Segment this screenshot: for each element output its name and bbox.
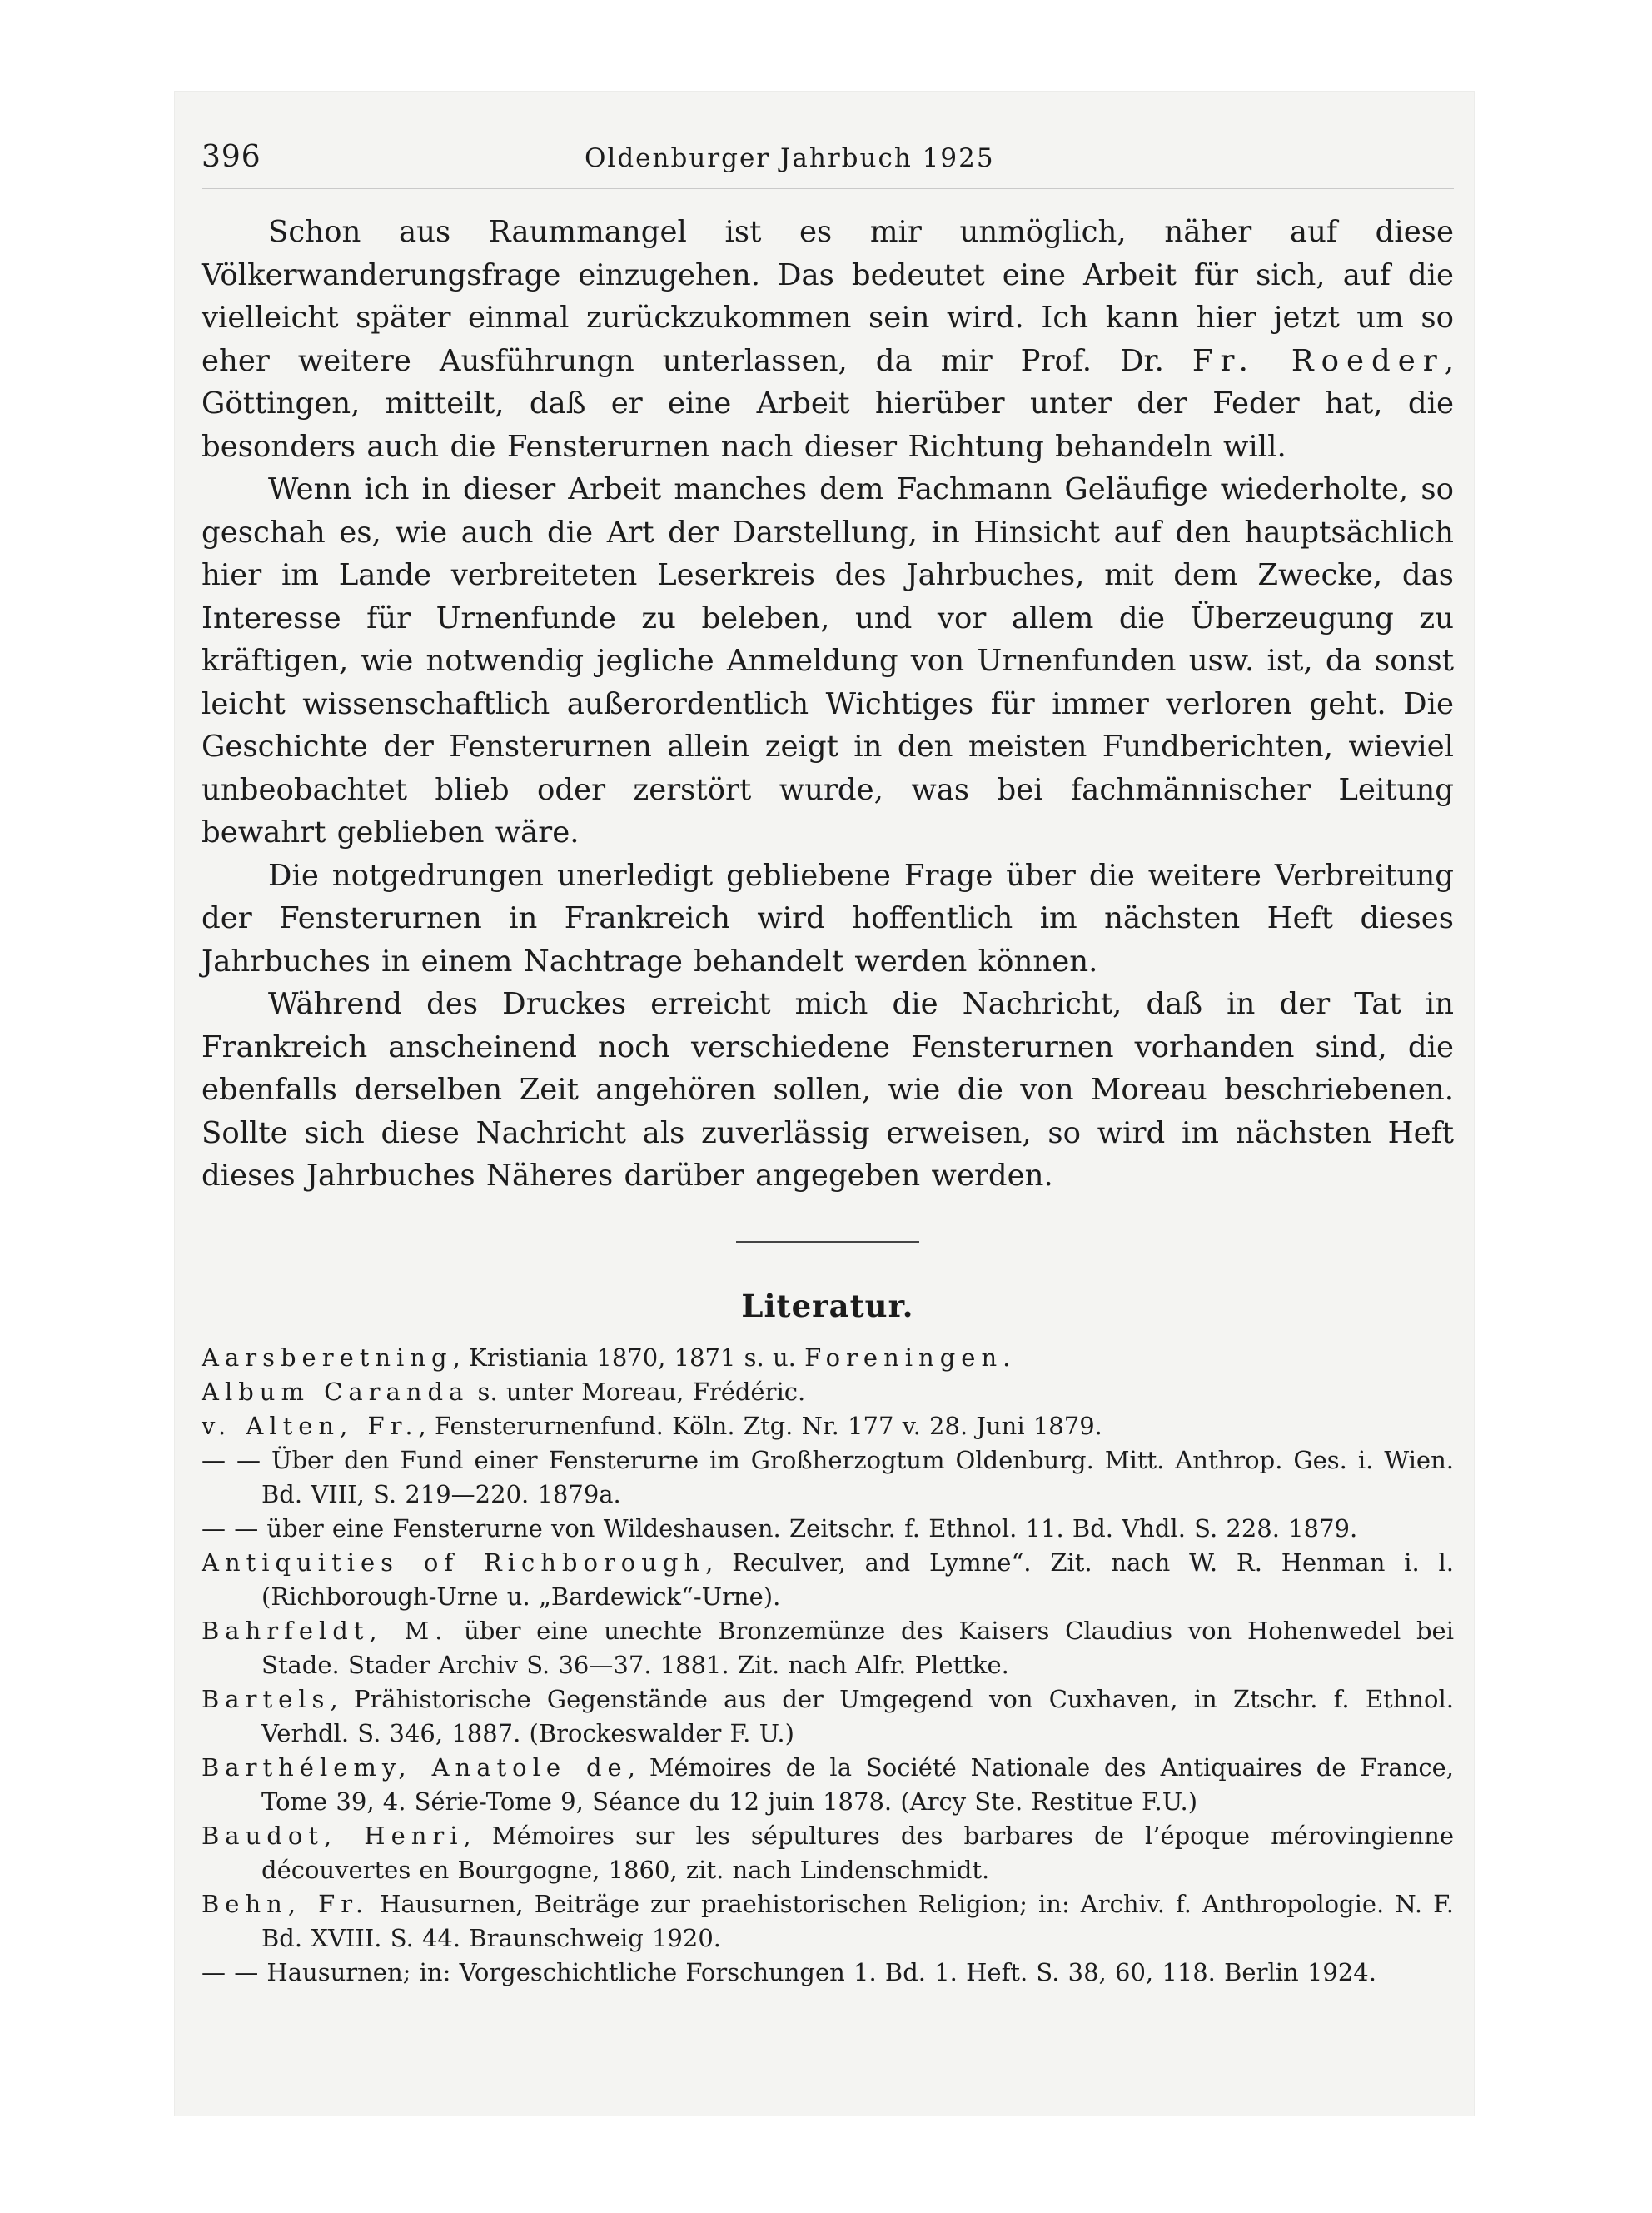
reference-item [202,1546,1454,1614]
reference-item [202,1682,1454,1751]
reference-author: Baudot, Henri [202,1821,464,1850]
literature-heading: Literatur. [741,1287,914,1324]
reference-text: über eine unechte Bronzemünze des Kaisers Claudius von Hohenwedel bei Stade. Stader Archiv S. 36—37. 1881. Zit. nach Alfr. Plettke. [261,1616,1454,1679]
reference-author: Bartels [202,1684,331,1713]
scanned-page [175,92,1474,2116]
body-text [202,211,1454,1198]
running-title: Oldenburger Jahrbuch 1925 [585,143,995,173]
paragraph-3: Die notgedrungen unerledigt gebliebene Frage über die weitere Verbreitung der Fensterurnen in Frankreich wird hoffentlich im nächsten Heft dieses Jahrbuches in einem Nachtrage behandelt werden können. [202,858,1454,979]
reference-author: Album Caranda [202,1377,470,1406]
reference-item [202,1512,1454,1546]
reference-author: Aarsberetning [202,1343,453,1372]
reference-item [202,1956,1454,1990]
reference-tail: . [1003,1343,1011,1372]
reference-author: — — [202,1513,259,1543]
reference-text: , Mémoires sur les sépultures des barbares de l’époque mérovingienne découvertes en Bourgogne, 1860, zit. nach Lindenschmidt. [261,1821,1454,1884]
page-header [202,140,1454,189]
reference-item [202,1409,1454,1443]
paragraph-1-name: Fr. Roeder [1192,343,1445,378]
reference-item [202,1614,1454,1682]
reference-item [202,1341,1454,1375]
reference-item [202,1751,1454,1819]
reference-text: Über den Fund einer Fensterurne im Großherzogtum Oldenburg. Mitt. Anthrop. Ges. i. Wien. Bd. VIII, S. 219—220. 1879a. [261,1445,1454,1508]
reference-text: Hausurnen, Beiträge zur praehistorischen Religion; in: Archiv. f. Anthropologie. N. F. Bd. XVIII. S. 44. Braunschweig 1920. [261,1889,1454,1952]
reference-text: , Kristiania 1870, 1871 s. u. [452,1343,805,1372]
reference-item [202,1819,1454,1887]
reference-text: , Fensterurnenfund. Köln. Ztg. Nr. 177 v. 28. Juni 1879. [418,1411,1102,1440]
page-content [202,140,1454,1990]
page-number: 396 [202,140,261,174]
reference-author: v. Alten, Fr. [202,1411,419,1440]
reference-text: , Reculver, and Lymne“. Zit. nach W. R. Henman i. l. (Richborough-Urne u. „Bardewick“-Urne). [261,1548,1454,1611]
reference-author: — — [202,1957,259,1986]
section-divider [736,1241,919,1243]
paragraph-4: Während des Druckes erreicht mich die Nachricht, daß in der Tat in Frankreich anscheinend noch verschiedene Fensterurnen vorhanden sind, die ebenfalls derselben Zeit angehören sollen, wie die von Moreau beschriebenen. Sollte sich diese Nachricht als zuverlässig erweisen, so wird im nächsten Heft dieses Jahrbuches Näheres darüber angegeben werden. [202,987,1454,1193]
reference-text: , Mémoires de la Société Nationale des Antiquaires de France, Tome 39, 4. Série-Tome 9, Séance du 12 juin 1878. (Arcy Ste. Restitue F.U.) [261,1752,1454,1816]
reference-author: Barthélemy, Anatole de [202,1752,628,1782]
reference-author: Antiquities of Richborough [202,1548,706,1577]
reference-list [202,1341,1454,1990]
reference-text: , Prähistorische Gegenstände aus der Umgegend von Cuxhaven, in Ztschr. f. Ethnol. Verhdl. S. 346, 1887. (Brockeswalder F. U.) [261,1684,1454,1747]
reference-extra: Foreningen [804,1343,1003,1372]
reference-item [202,1443,1454,1512]
reference-item [202,1375,1454,1409]
reference-author: — — [202,1445,261,1474]
reference-item [202,1887,1454,1956]
paragraph-1-part-b: , Göttingen, mitteilt, daß er eine Arbeit hierüber unter der Feder hat, die besonders auch die Fensterurnen nach dieser Richtung behandeln will. [202,343,1454,464]
reference-author: Bahrfeldt, M. [202,1616,449,1645]
reference-author: Behn, Fr. [202,1889,370,1918]
reference-text: s. unter Moreau, Frédéric. [469,1377,806,1406]
paragraph-1-part-a: Schon aus Raummangel ist es mir unmöglich, näher auf diese Völkerwanderungsfrage einzugehen. Das bedeutet eine Arbeit für sich, auf die vielleicht später einmal zurückzukommen sein wird. Ich kann hier jetzt um so eher weitere Ausführungn unterlassen, da mir Prof. Dr. [202,215,1454,378]
reference-text: über eine Fensterurne von Wildeshausen. Zeitschr. f. Ethnol. 11. Bd. Vhdl. S. 228. 1879. [258,1513,1358,1543]
paragraph-1 [202,211,1454,468]
paragraph-2: Wenn ich in dieser Arbeit manches dem Fachmann Geläufige wiederholte, so geschah es, wie auch die Art der Darstellung, in Hinsicht auf den hauptsächlich hier im Lande verbreiteten Leserkreis des Jahrbuches, mit dem Zwecke, das Interesse für Urnenfunde zu beleben, und vor allem die Überzeugung zu kräftigen, wie notwendig jegliche Anmeldung von Urnenfunden usw. ist, da sonst leicht wissenschaftlich außerordentlich Wichtiges für immer verloren geht. Die Geschichte der Fensterurnen allein zeigt in den meisten Fundberichten, wieviel unbeobachtet blieb oder zerstört wurde, was bei fachmännischer Leitung bewahrt geblieben wäre. [202,472,1454,850]
reference-text: Hausurnen; in: Vorgeschichtliche Forschungen 1. Bd. 1. Heft. S. 38, 60, 118. Berlin 1924. [258,1957,1376,1986]
